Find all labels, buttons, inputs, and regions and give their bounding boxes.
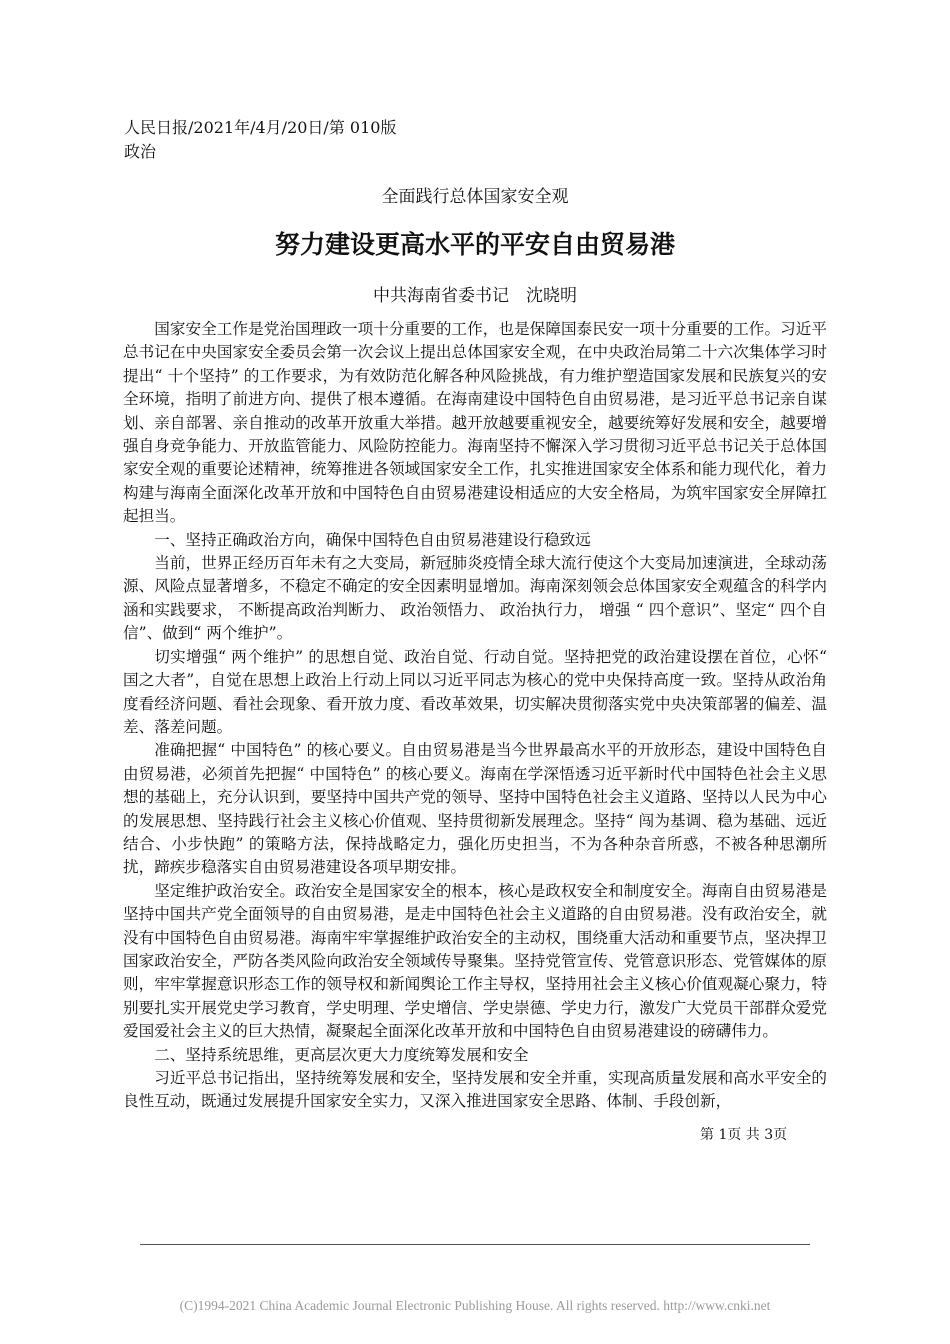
source-citation: 人民日报/2021年/4月/20日/第 010版政治 [124,118,397,161]
article-body [123,318,827,1114]
article-kicker: 全面践行总体国家安全观 [381,187,569,207]
paragraph: 切实增强“ 两个维护” 的思想自觉、政治自觉、行动自觉。坚持把党的政治建设摆在首位，心怀“ 国之大者”，自觉在思想上政治上行动上同以习近平同志为核心的党中央保持高度一致。坚持从政治角度看经济问题、看社会现象、看开放力度、看改革效果，切实解决贯彻落实党中央决策部署的偏差、温差、落差问题。 [123,647,827,736]
paragraph: 习近平总书记指出，坚持统筹发展和安全，坚持发展和安全并重，实现高质量发展和高水平安全的良性互动，既通过发展提升国家安全实力，又深入推进国家安全思路、体制、手段创新， [123,1069,827,1111]
copyright-notice: (C)1994-2021 China Academic Journal Electronic Publishing House. All rights reserved. http://www.cnki.net [179,1298,771,1313]
page-indicator: 第 1页 共 3页 [700,1127,788,1143]
footer-divider [140,1244,810,1245]
article-byline: 中共海南省委书记 沈晓明 [373,286,577,306]
paragraph: 坚定维护政治安全。政治安全是国家安全的根本，核心是政权安全和制度安全。海南自由贸易港是坚持中国共产党全面领导的自由贸易港，是走中国特色社会主义道路的自由贸易港。没有政治安全，就没有中国特色自由贸易港。海南牢牢掌握维护政治安全的主动权，围绕重大活动和重要节点，坚决捍卫国家政治安全，严防各类风险向政治安全领域传导聚集。坚持党管宣传、党管意识形态、党管媒体的原则，牢牢掌握意识形态工作的领导权和新闻舆论工作主导权，坚持用社会主义核心价值观凝心聚力，特别要扎实开展党史学习教育，学史明理、学史增信、学史崇德、学史力行，激发广大党员干部群众爱党爱国爱社会主义的巨大热情，凝聚起全面深化改革开放和中国特色自由贸易港建设的磅礴伟力。 [123,881,827,1041]
article-title: 努力建设更高水平的平安自由贸易港 [274,230,675,259]
section-heading-1: 一、坚持正确政治方向，确保中国特色自由贸易港建设行稳致远 [154,530,591,549]
section-heading-2: 二、坚持系统思维，更高层次更大力度统筹发展和安全 [154,1045,529,1064]
paragraph: 准确把握“ 中国特色” 的核心要义。自由贸易港是当今世界最高水平的开放形态，建设中国特色自由贸易港，必须首先把握“ 中国特色” 的核心要义。海南在学深悟透习近平新时代中国特色社会主义思想的基础上，充分认识到，要坚持中国共产党的领导、坚持中国特色社会主义道路、坚持以人民为中心的发展思想、坚持践行社会主义核心价值观、坚持贯彻新发展理念。坚持“ 闯为基调、稳为基础、远近结合、小步快跑” 的策略方法，保持战略定力，强化历史担当，不为各种杂音所惑，不被各种思潮所扰，蹄疾步稳落实自由贸易港建设各项早期安排。 [123,741,827,877]
paragraph: 当前，世界正经历百年未有之大变局，新冠肺炎疫情全球大流行使这个大变局加速演进，全球动荡源、风险点显著增多，不稳定不确定的安全因素明显增加。海南深刻领会总体国家安全观蕴含的科学内涵和实践要求， 不断提高政治判断力、 政治领悟力、 政治执行力， 增强 “ 四个意识”、坚定“ 四个自信”、做到“ 两个维护”。 [123,554,827,643]
paragraph-intro: 国家安全工作是党治国理政一项十分重要的工作，也是保障国泰民安一项十分重要的工作。习近平总书记在中央国家安全委员会第一次会议上提出总体国家安全观，在中央政治局第二十六次集体学习时提出“ 十个坚持” 的工作要求，为有效防范化解各种风险挑战，有力维护塑造国家发展和民族复兴的安全环境，指明了前进方向、提供了根本遵循。在海南建设中国特色自由贸易港，是习近平总书记亲自谋划、亲自部署、亲自推动的改革开放重大举措。越开放越要重视安全，越要统筹好发展和安全，越要增强自身竞争能力、开放监管能力、风险防控能力。海南坚持不懈深入学习贯彻习近平总书记关于总体国家安全观的重要论述精神，统筹推进各领域国家安全工作，扎实推进国家安全体系和能力现代化，着力构建与海南全面深化改革开放和中国特色自由贸易港建设相适应的大安全格局，为筑牢国家安全屏障扛起担当。 [123,320,827,526]
